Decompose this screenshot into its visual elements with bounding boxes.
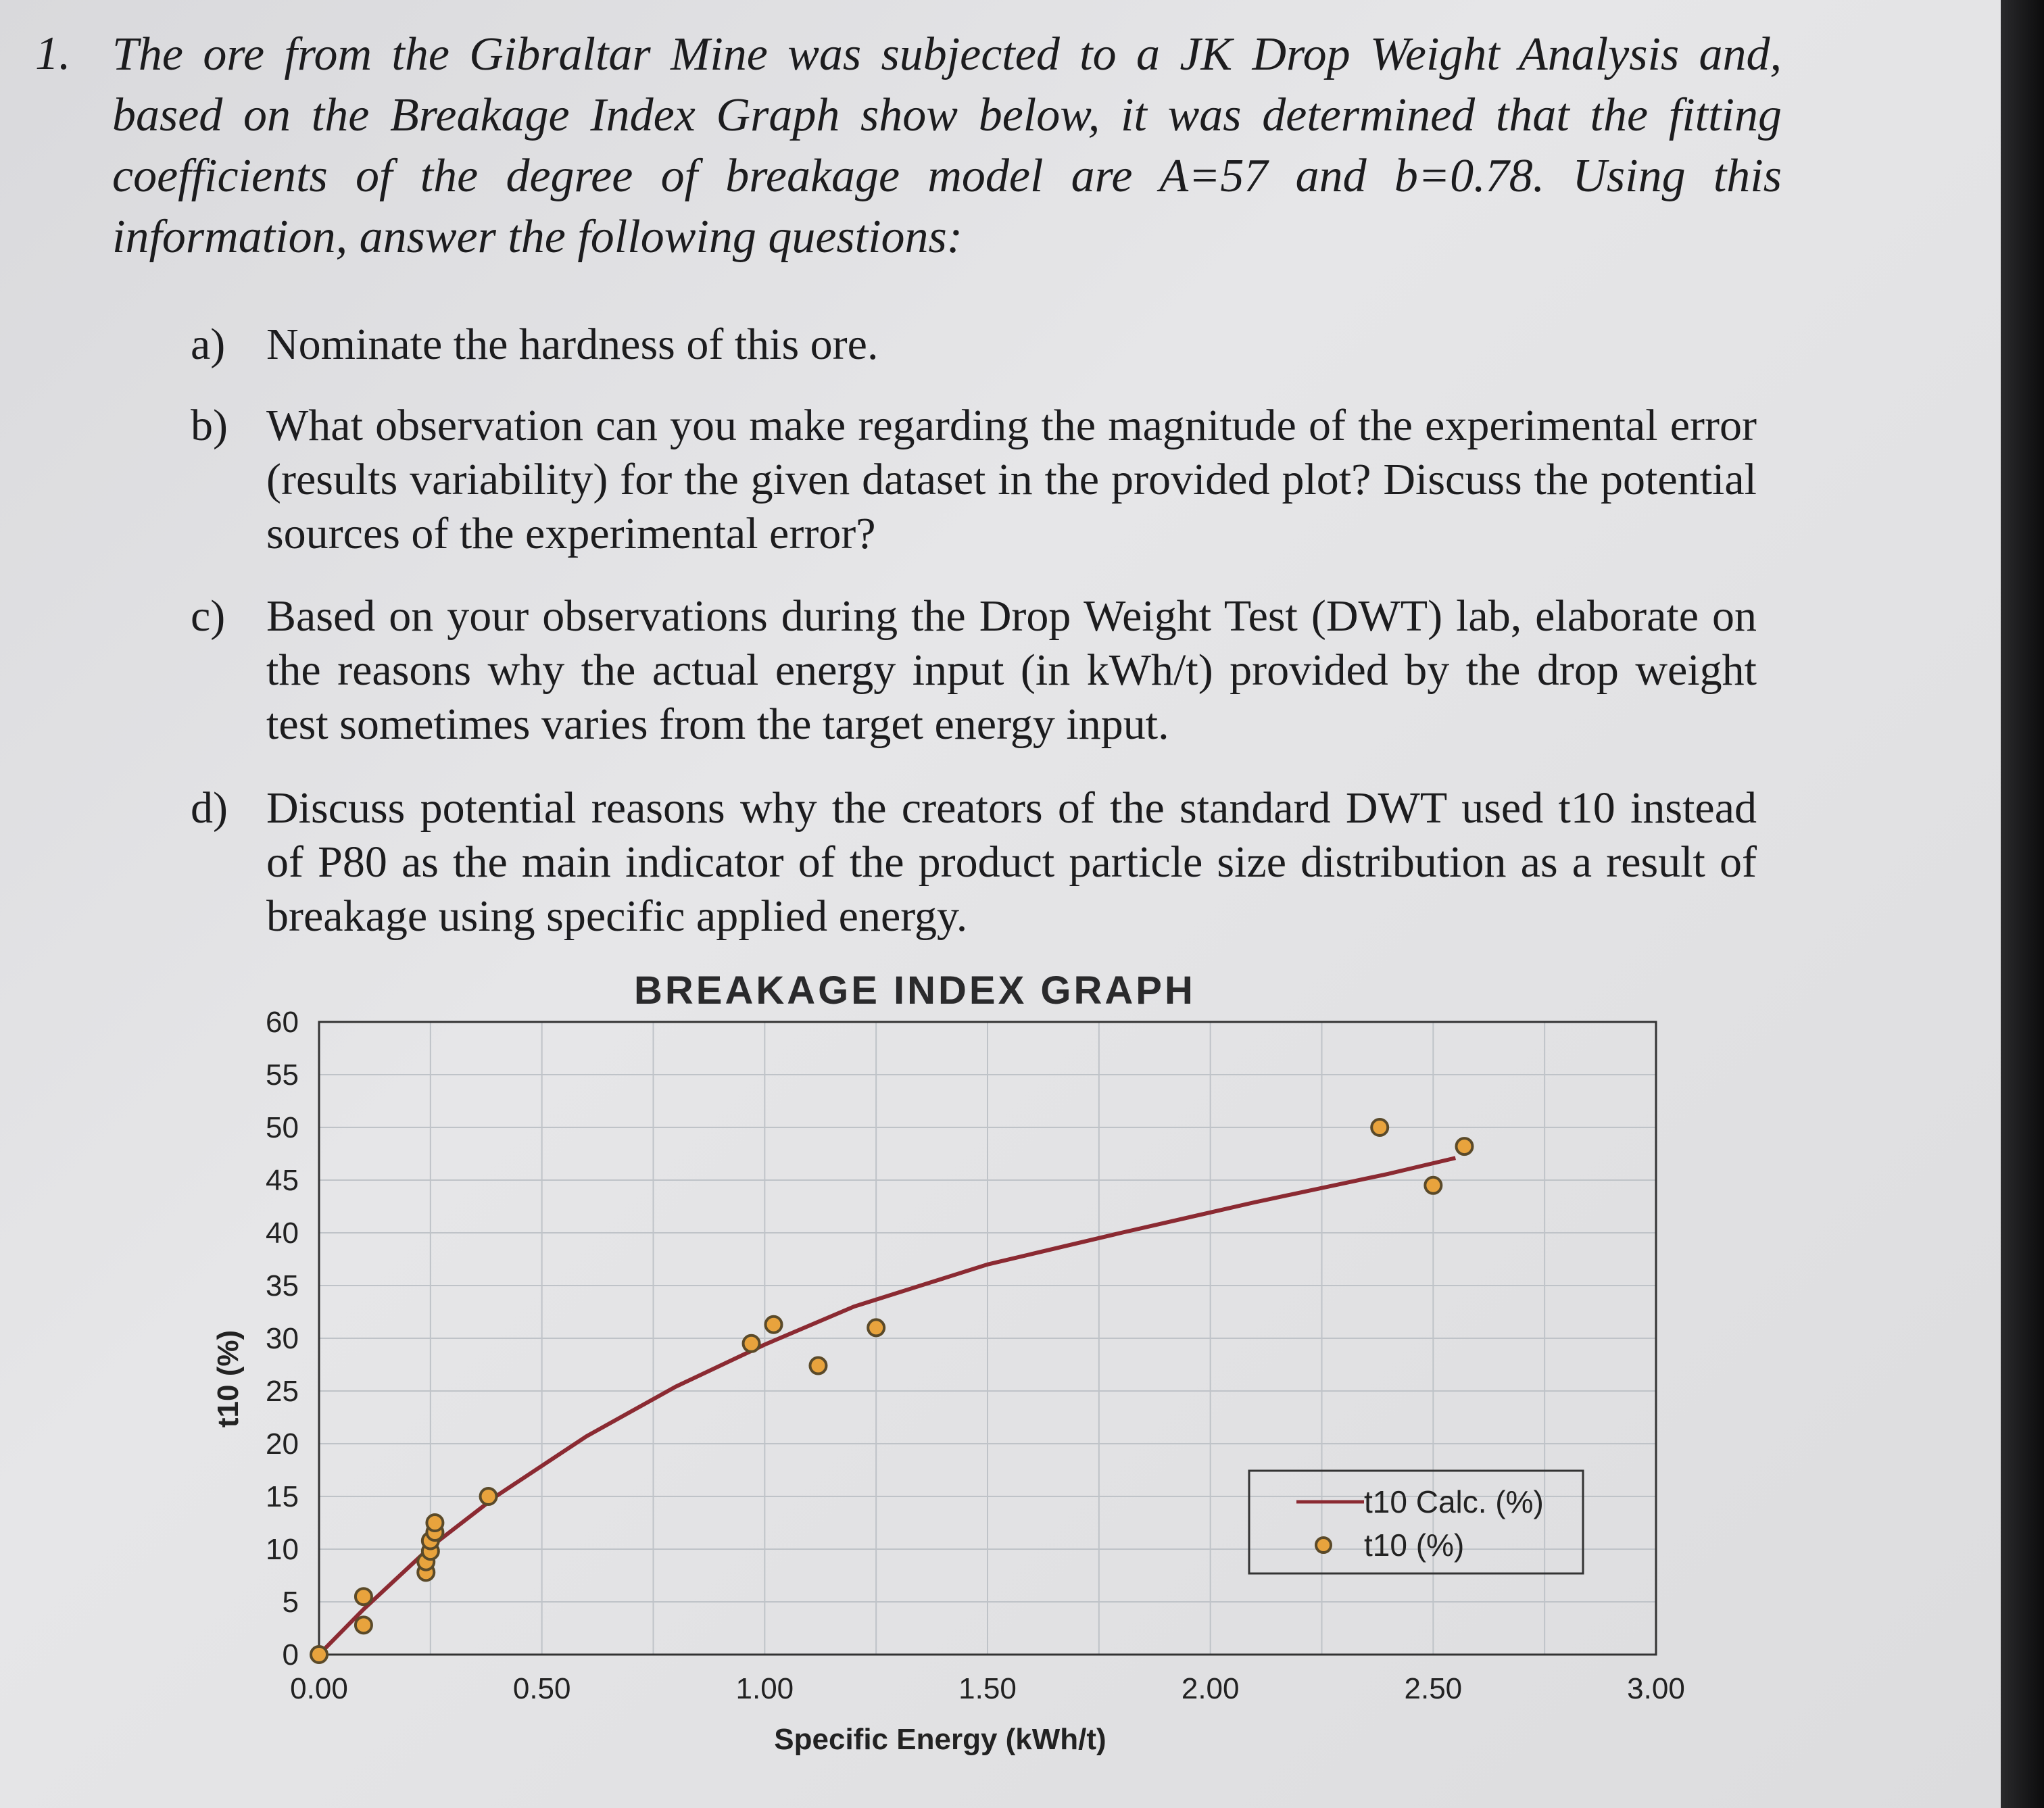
y-tick-label: 40: [266, 1217, 299, 1250]
legend-point-swatch: [1316, 1538, 1331, 1553]
x-axis-label: Specific Energy (kWh/t): [774, 1723, 1106, 1756]
data-point: [481, 1488, 497, 1505]
part-text: Discuss potential reasons why the creators of the standard DWT used t10 instead of P80 as the main indicator of the product particle size distribution as a result of breakage using specific applied energy.: [266, 783, 1757, 941]
y-tick-label: 20: [266, 1427, 299, 1461]
x-tick-label: 2.50: [1404, 1672, 1463, 1705]
chart-title: BREAKAGE INDEX GRAPH: [634, 969, 1196, 1012]
x-tick-label: 1.50: [958, 1672, 1017, 1705]
y-tick-label: 50: [266, 1111, 299, 1144]
data-point: [868, 1319, 884, 1336]
part-letter: d): [191, 783, 228, 833]
y-tick-label: 55: [266, 1058, 299, 1092]
part-letter: a): [191, 320, 226, 369]
part-letter: c): [191, 591, 226, 641]
x-tick-label: 1.00: [735, 1672, 794, 1705]
y-tick-label: 35: [266, 1269, 299, 1302]
legend-label-calc: t10 Calc. (%): [1364, 1484, 1544, 1519]
data-point: [427, 1515, 443, 1531]
data-point: [1371, 1119, 1388, 1135]
y-tick-label: 30: [266, 1322, 299, 1355]
part-letter: b): [191, 401, 228, 450]
data-point: [311, 1646, 327, 1663]
data-point: [1456, 1138, 1472, 1154]
x-tick-label: 2.00: [1181, 1672, 1240, 1705]
question-number: 1.: [35, 28, 71, 80]
y-tick-label: 25: [266, 1375, 299, 1408]
data-point: [1425, 1177, 1441, 1194]
data-point: [766, 1317, 782, 1333]
y-tick-label: 60: [266, 1006, 299, 1039]
y-tick-label: 10: [266, 1533, 299, 1566]
legend-label-measured: t10 (%): [1364, 1528, 1465, 1563]
part-text: Based on your observations during the Drop Weight Test (DWT) lab, elaborate on the reasons why the actual energy input (in kWh/t) provided by the drop weight test sometimes varies from the target energy input.: [266, 591, 1757, 749]
y-tick-label: 15: [266, 1480, 299, 1513]
part-text: Nominate the hardness of this ore.: [266, 320, 879, 369]
y-tick-label: 45: [266, 1164, 299, 1197]
data-point: [356, 1588, 372, 1605]
y-tick-labels: [266, 1006, 299, 1671]
question-stem: The ore from the Gibraltar Mine was subjected to a JK Drop Weight Analysis and, based on the Breakage Index Graph show below, it was determined that the fitting coefficients of the degree of breakage model are A=57 and b=0.78. Using this information, answer the following questions:: [112, 28, 1782, 263]
x-tick-label: 3.00: [1627, 1672, 1685, 1705]
y-axis-label: t10 (%): [212, 1329, 245, 1428]
x-tick-labels: [290, 1672, 1685, 1705]
x-tick-label: 0.00: [290, 1672, 348, 1705]
data-point: [744, 1336, 760, 1352]
y-tick-label: 0: [282, 1638, 299, 1671]
data-point: [356, 1617, 372, 1633]
chart-legend: [1249, 1471, 1583, 1573]
part-text: What observation can you make regarding the magnitude of the experimental error (results variability) for the given dataset in the provided plot? Discuss the potential sources of the experimental error?: [266, 401, 1757, 558]
x-tick-label: 0.50: [512, 1672, 571, 1705]
data-point: [810, 1358, 826, 1374]
y-tick-label: 5: [282, 1586, 299, 1619]
